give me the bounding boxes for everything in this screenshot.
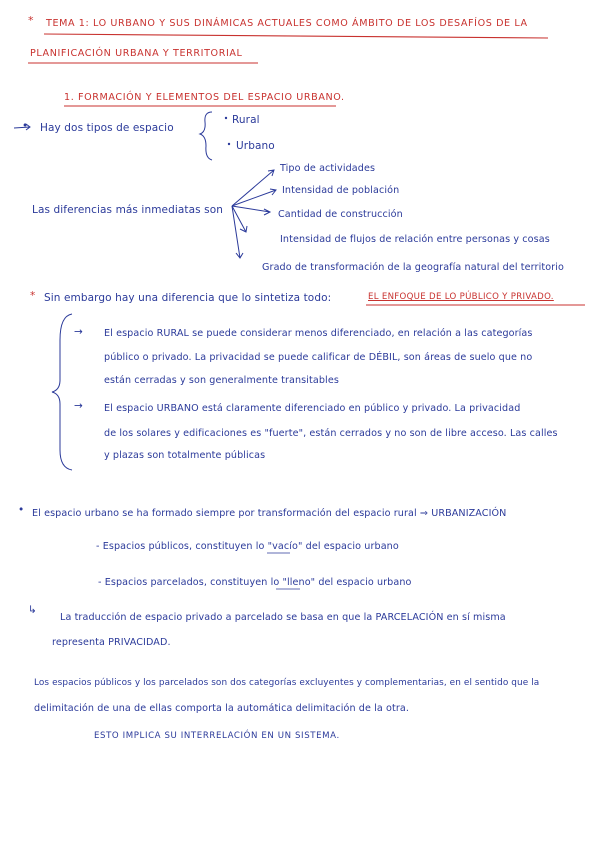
header-title-line1: TEMA 1: LO URBANO Y SUS DINÁMICAS ACTUALES COMO ÁMBITO DE LOS DESAFÍOS DE LA: [46, 18, 528, 29]
rural-para-line1: El espacio RURAL se puede considerar menos diferenciado, en relación a las categorías: [104, 328, 533, 339]
urbanizacion-item-2: - Espacios parcelados, constituyen lo "lleno" del espacio urbano: [98, 577, 412, 588]
rural-arrow: →: [74, 326, 83, 338]
urbano-para-line3: y plazas son totalmente públicas: [104, 450, 266, 461]
embargo-emphasis: EL ENFOQUE DE LO PÚBLICO Y PRIVADO.: [368, 292, 554, 302]
rural-para-line3: están cerradas y son generalmente transitables: [104, 375, 339, 386]
embargo-bullet: *: [30, 290, 36, 302]
types-urbano: Urbano: [236, 140, 275, 152]
differences-arrows-icon: [232, 170, 276, 258]
difference-item-1: Tipo de actividades: [280, 163, 376, 174]
differences-intro: Las diferencias más inmediatas son: [32, 204, 224, 216]
urbano-arrow: →: [74, 400, 83, 412]
difference-item-4: Intensidad de flujos de relación entre personas y cosas: [280, 234, 550, 245]
traduccion-line2: representa PRIVACIDAD.: [52, 637, 171, 648]
rural-para-line2: público o privado. La privacidad se puede calificar de DÉBIL, son áreas de suelo que no: [104, 352, 533, 363]
header-underline-1: [44, 34, 548, 38]
difference-item-2: Intensidad de población: [282, 185, 400, 196]
types-arrow-icon: [14, 124, 30, 130]
paragraph-brace-icon: [52, 314, 72, 470]
urbano-para-line2: de los solares y edificaciones es "fuerte", están cerrados y no son de libre acceso. Las calles: [104, 428, 558, 439]
closing-line3: ESTO IMPLICA SU INTERRELACIÓN EN UN SISTEMA.: [94, 731, 340, 741]
types-intro: Hay dos tipos de espacio: [40, 122, 174, 134]
urbanizacion-bullet: •: [18, 504, 25, 516]
urbano-para-line1: El espacio URBANO está claramente diferenciado en público y privado. La privacidad: [104, 403, 521, 414]
header-bullet: *: [28, 14, 34, 27]
urbanizacion-item-1: - Espacios públicos, constituyen lo "vacío" del espacio urbano: [96, 541, 399, 552]
traduccion-line1: La traducción de espacio privado a parcelado se basa en que la PARCELACIÓN en sí misma: [60, 612, 506, 623]
closing-line2: delimitación de una de ellas comporta la automática delimitación de la otra.: [34, 703, 410, 714]
types-brace-icon: [200, 112, 212, 160]
types-rural: Rural: [232, 114, 260, 126]
urbanizacion-line: El espacio urbano se ha formado siempre por transformación del espacio rural ⇒ URBANIZACIÓN: [32, 508, 507, 519]
closing-line1: Los espacios públicos y los parcelados son dos categorías excluyentes y complementarias, en el sentido que la: [34, 678, 540, 688]
section-title: 1. FORMACIÓN Y ELEMENTOS DEL ESPACIO URBANO.: [64, 92, 345, 103]
difference-item-3: Cantidad de construcción: [278, 209, 403, 220]
traduccion-arrow: ↳: [28, 604, 37, 616]
embargo-text: Sin embargo hay una diferencia que lo sintetiza todo:: [44, 292, 332, 304]
types-bullet: •: [22, 120, 29, 132]
difference-item-5: Grado de transformación de la geografía natural del territorio: [262, 262, 564, 273]
header-title-line2: PLANIFICACIÓN URBANA Y TERRITORIAL: [30, 48, 243, 59]
